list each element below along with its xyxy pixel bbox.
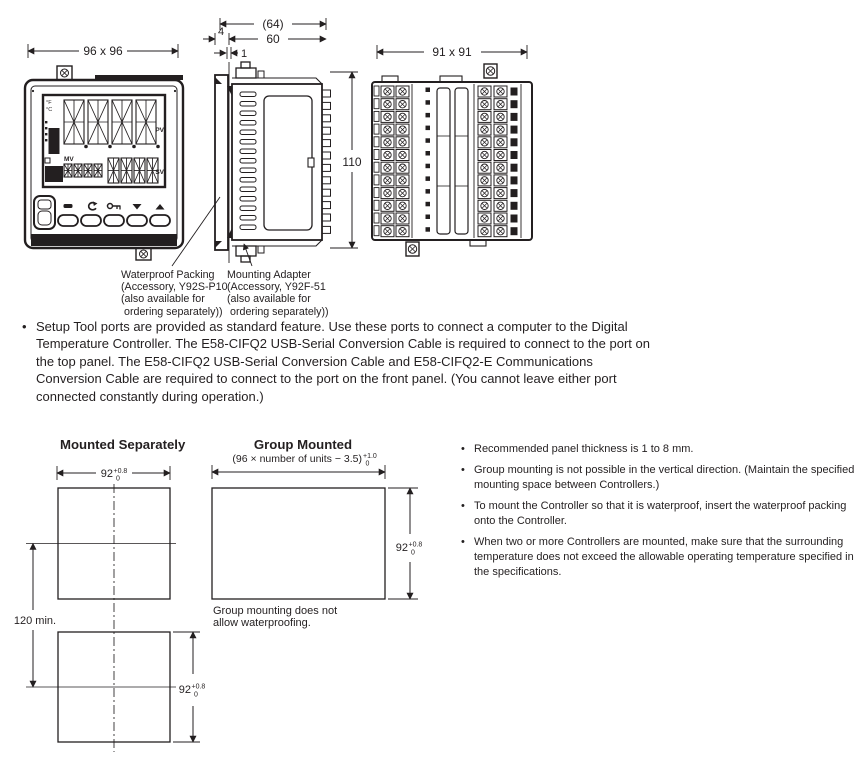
callout-line: Mounting Adapter (227, 269, 311, 281)
front-buttons (58, 215, 170, 226)
group-width-dim (212, 465, 385, 479)
side-dim-height: 110 (342, 155, 362, 169)
down-button (127, 215, 147, 226)
dim-sub: 0 (116, 475, 120, 483)
front-bottom-screw (136, 248, 151, 260)
dim-base: 92 (178, 684, 191, 696)
bullet: • (461, 536, 465, 548)
separate-title: Mounted Separately (60, 437, 186, 452)
group-note-line2: allow waterproofing. (213, 617, 311, 629)
front-dim-label: 96 x 96 (83, 44, 123, 58)
waterproof-packing-callout (121, 269, 228, 318)
back-top-screw (484, 64, 497, 78)
bullet: • (22, 319, 27, 334)
side-dim-gap: 1 (240, 48, 248, 60)
side-bezel (215, 75, 228, 250)
key-icons (64, 202, 165, 210)
callout-line: (Accessory, Y92F-51 (227, 281, 326, 294)
note-text: Group mounting is not possible in the vertical direction. (Maintain the specified mounting space between Controllers.) (474, 464, 854, 491)
dim-sub: 0 (194, 691, 198, 699)
callout-line: (also available for (121, 293, 205, 306)
side-dim-bezel: 4 (217, 26, 225, 38)
top-port (236, 62, 264, 78)
side-dim-depth: 60 (266, 32, 280, 46)
note-item (461, 499, 854, 529)
group-note-line1: Group mounting does not (213, 605, 338, 617)
model-logo: E5AC (155, 238, 173, 245)
unit-f-indicator: °F (46, 100, 52, 106)
group-title: Group Mounted (253, 437, 353, 452)
mode-key-icon (89, 202, 98, 210)
group-cutout-rect (212, 488, 385, 599)
door-latch (308, 158, 314, 167)
bullet: • (461, 443, 465, 455)
mounted-separately (14, 437, 206, 752)
back-left-terminals (374, 86, 409, 237)
front-usb-door (34, 196, 55, 229)
group-mounted (212, 437, 422, 629)
front-dim-96x96 (28, 44, 178, 58)
side-dim-overall: (64) (262, 17, 284, 31)
back-center-slots (437, 88, 468, 234)
back-right-terminals (478, 86, 517, 237)
dim-base: 92 (395, 542, 408, 554)
bullet: • (461, 500, 465, 512)
waterproof-leader-line (172, 197, 220, 266)
note-text: To mount the Controller so that it is waterproof, insert the waterproof packing onto the Controller. (474, 500, 847, 527)
dim-base: 92 (100, 468, 113, 480)
back-dot-column (426, 88, 430, 231)
setup-note-text: Setup Tool ports are provided as standard feature. Use these ports to connect a computer to the Digital Temperature Controller. The E58-CIFQ2 USB-Serial Conversion Cable is required to connect to the port on the top panel. The E58-CIFQ2 USB-Serial Conversion Cable and E58-CIFQ2-E Communications Conversion Cable are required to connect to the port on the front panel. (You cannot leave either port connected constantly during operation.) (36, 319, 650, 404)
unit-c-indicator: °C (46, 107, 53, 113)
callout-line: (Accessory, Y92S-P10 (121, 281, 228, 294)
callout-line: (also available for (227, 293, 311, 306)
back-bottom-screw (406, 242, 419, 256)
front-view (25, 44, 183, 260)
note-item (461, 535, 854, 580)
mode-button (81, 215, 101, 226)
group-formula (232, 453, 377, 468)
back-dim-label: 91 x 91 (432, 45, 472, 59)
side-view (172, 17, 362, 266)
note-text: When two or more Controllers are mounted, make sure that the surrounding temperature does not exceed the allowable operating temperature specified in the specifications. (474, 536, 854, 578)
side-door (264, 96, 312, 230)
mounting-adapter-callout (227, 269, 329, 318)
separate-height-dim (173, 632, 205, 742)
panel-cutout-drawings (10, 432, 460, 772)
status-indicators (45, 121, 63, 182)
level-key-icon (64, 204, 73, 208)
pv-digit-display (64, 100, 159, 148)
sv-label: SV (155, 169, 164, 176)
front-brand-band (31, 234, 177, 246)
mv-digit-display (64, 164, 102, 177)
setup-note (22, 318, 652, 405)
sv-digit-display (108, 158, 158, 183)
mv-label: MV (64, 156, 74, 163)
formula-sub: 0 (365, 460, 370, 468)
note-text: Recommended panel thickness is 1 to 8 mm. (474, 443, 694, 455)
dim-sup: +0.8 (113, 468, 128, 475)
note-item (461, 463, 854, 493)
shift-key-icon (108, 204, 121, 210)
group-height-dim (388, 488, 422, 599)
mounting-notes (461, 442, 854, 586)
dim-sub: 0 (411, 549, 415, 557)
note-item (461, 442, 854, 457)
vent-slots (240, 92, 256, 230)
adapter-leader-line (244, 244, 252, 266)
terminal-nubs (322, 90, 331, 233)
back-view (372, 45, 532, 256)
front-top-screw (57, 66, 183, 80)
dim-sup: +0.8 (191, 683, 206, 691)
pitch-dim (14, 544, 56, 688)
brand-logo: OMRON (36, 238, 61, 245)
pitch-label: 120 min. (13, 615, 57, 627)
separate-width-dim (57, 466, 170, 483)
bullet: • (461, 464, 465, 476)
callout-line: ordering separately)) (230, 305, 329, 318)
up-button (150, 215, 170, 226)
dim-sup: +0.8 (408, 541, 423, 549)
shift-button (104, 215, 124, 226)
down-key-icon (133, 204, 142, 210)
level-button (58, 215, 78, 226)
pv-label: PV (155, 127, 164, 134)
formula-sup: +1.0 (363, 453, 377, 460)
back-dim-91x91 (377, 45, 527, 59)
formula-base: (96 × number of units − 3.5) (232, 453, 362, 465)
up-key-icon (156, 204, 165, 210)
callout-line: Waterproof Packing (121, 269, 215, 281)
callout-line: ordering separately)) (124, 305, 223, 318)
